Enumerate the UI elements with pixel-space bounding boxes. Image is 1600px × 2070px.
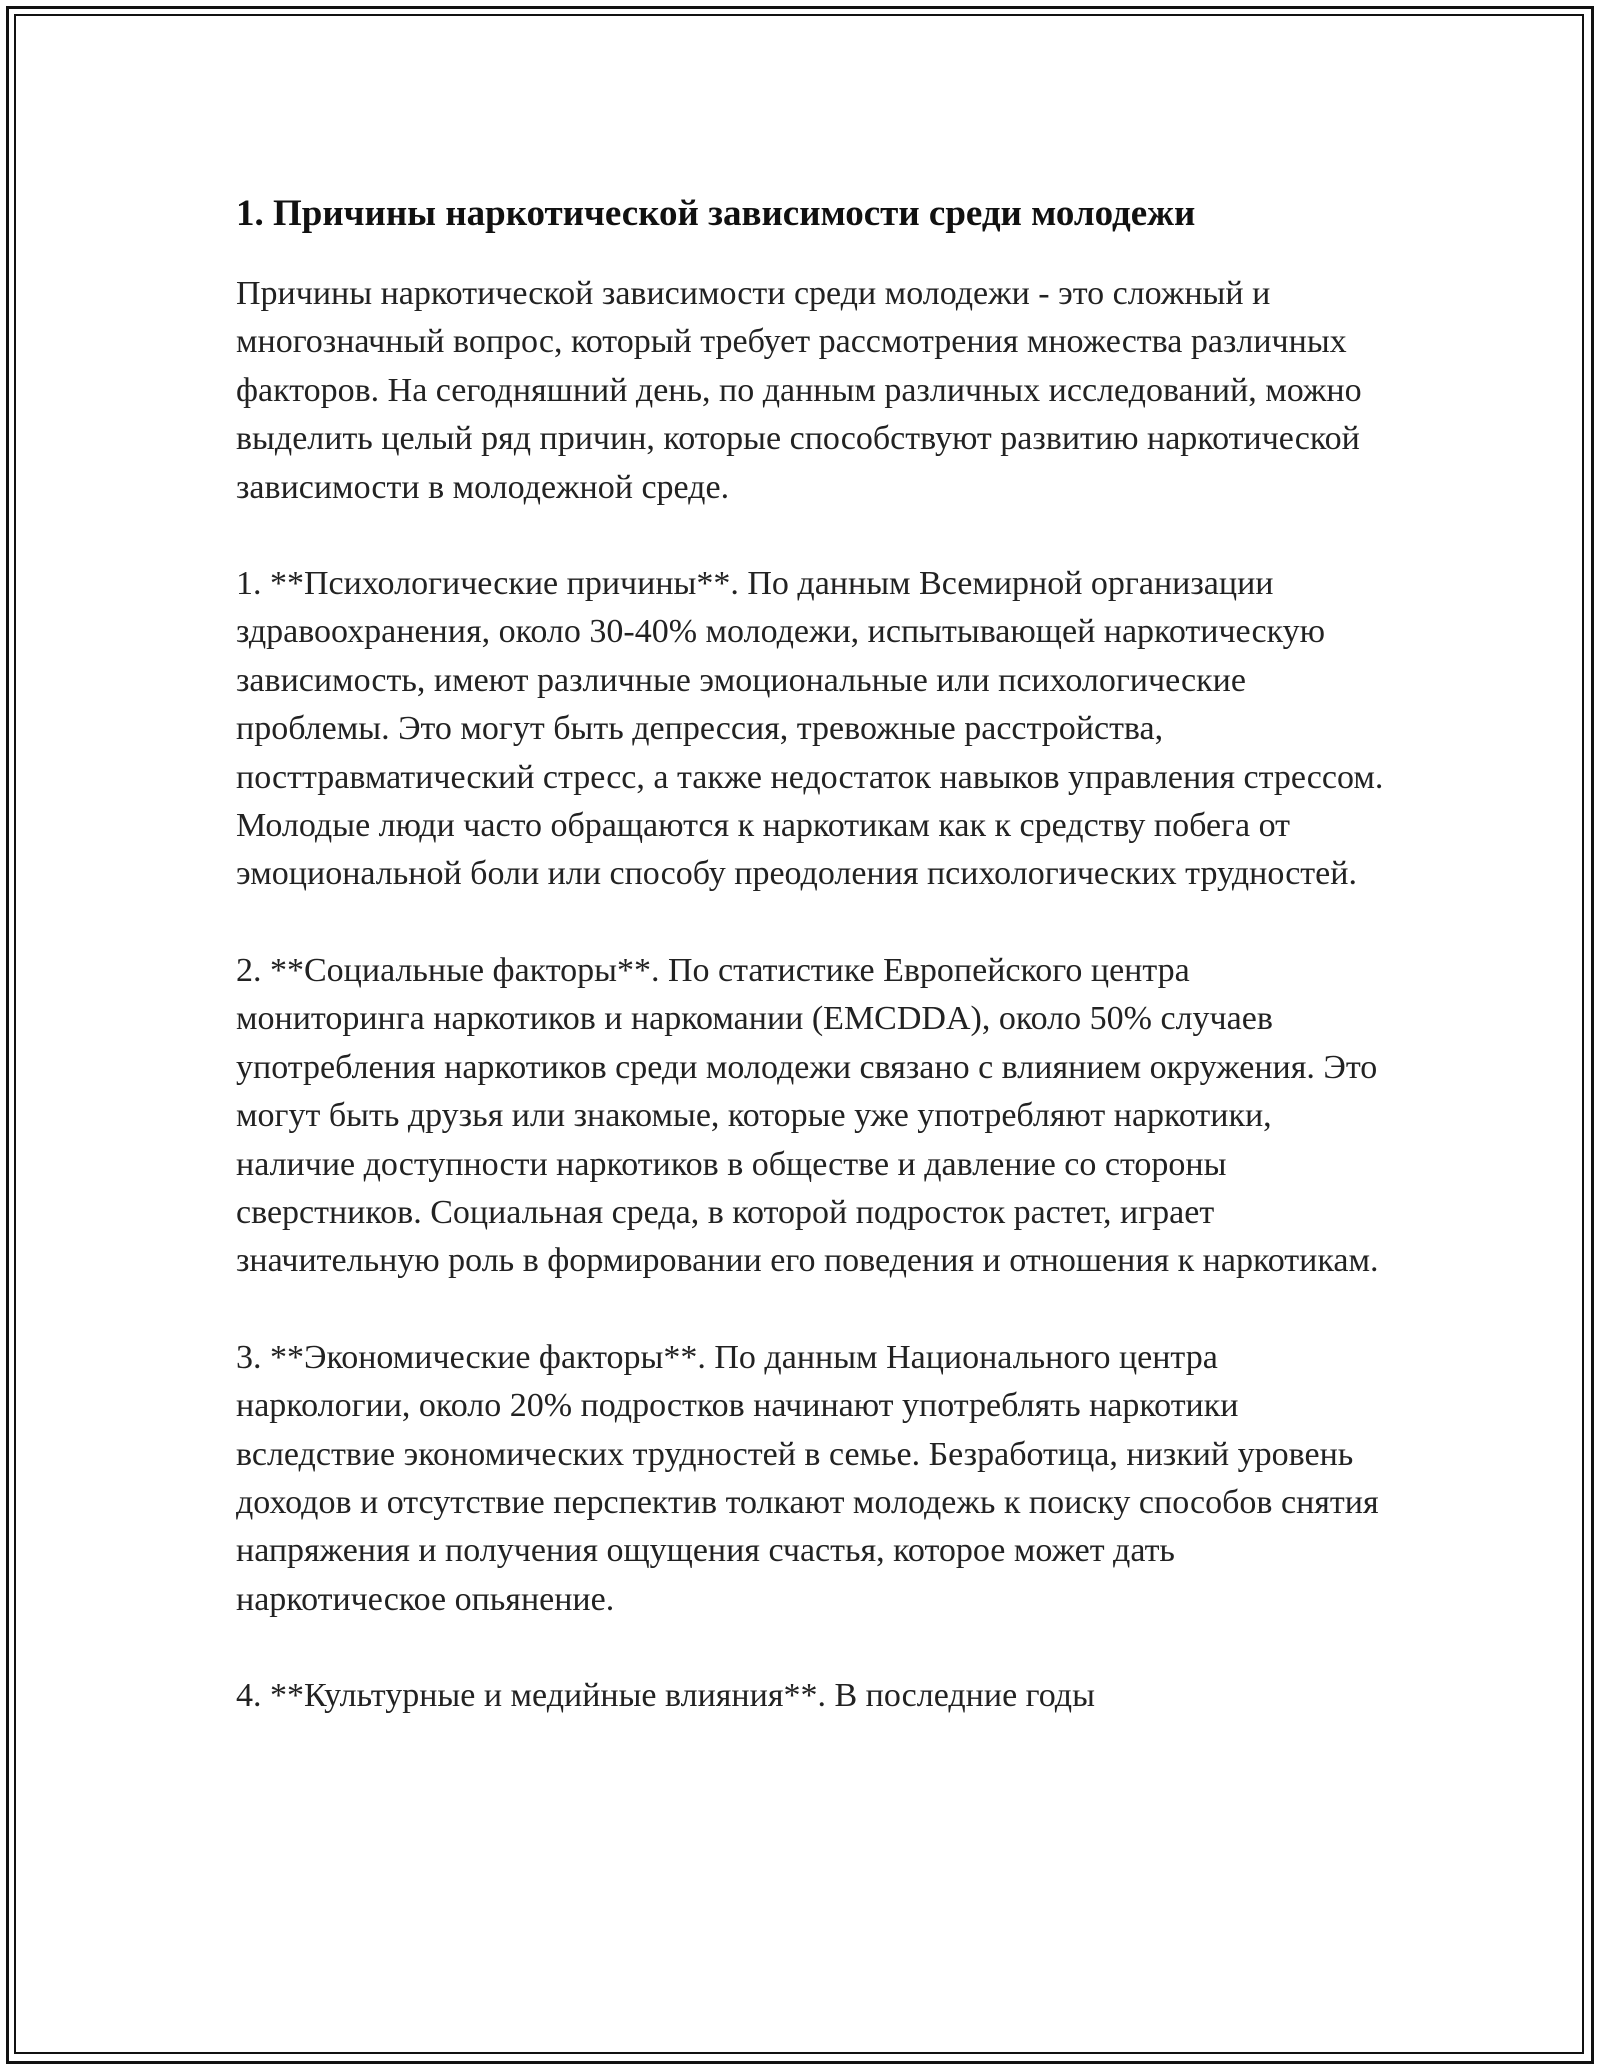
section-heading: 1. Причины наркотической зависимости среди молодежи — [236, 193, 1196, 234]
intro-paragraph: Причины наркотической зависимости среди молодежи - это сложный и многозначный вопрос, который требует рассмотрения множества различных факторов. На сегодняшний день, по данным различных исследований, можно выделить целый ряд причин, которые способствуют развитию наркотической зависимости в молодежной среде. — [236, 275, 1362, 506]
paragraph-social-factors: 2. **Социальные факторы**. По статистике Европейского центра мониторинга наркотиков и наркомании (EMCDDA), около 50% случаев употребления наркотиков среди молодежи связано с влиянием окружения. Это могут быть друзья или знакомые, которые уже употребляют наркотики, наличие доступности наркотиков в обществе и давление со стороны сверстников. Социальная среда, в которой подросток растет, играет значительную роль в формировании его поведения и отношения к наркотикам. — [236, 951, 1379, 1280]
paragraph-cultural-media-influences: 4. **Культурные и медийные влияния**. В последние годы — [236, 1677, 1095, 1715]
document-body — [236, 182, 1386, 1769]
paragraph-psychological-causes: 1. **Психологические причины**. По данным Всемирной организации здравоохранения, около 30-40% молодежи, испытывающей наркотическую зависимость, имеют различные эмоциональные или психологические проблемы. Это могут быть депрессия, тревожные расстройства, посттравматический стресс, а также недостаток навыков управления стрессом. Молодые люди часто обращаются к наркотикам как к средству побега от эмоциональной боли или способу преодоления психологических трудностей. — [236, 565, 1384, 893]
paragraph-economic-factors: 3. **Экономические факторы**. По данным Национального центра наркологии, около 20% подростков начинают употреблять наркотики вследствие экономических трудностей в семье. Безработица, низкий уровень доходов и отсутствие перспектив толкают молодежь к поиску способов снятия напряжения и получения ощущения счастья, которое может дать наркотическое опьянение. — [236, 1338, 1379, 1618]
